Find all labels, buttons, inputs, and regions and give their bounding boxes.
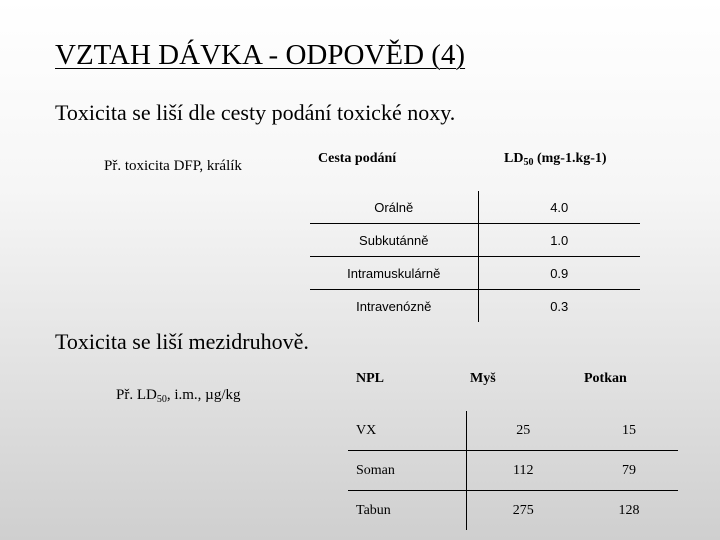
mouse-value-cell: 112 [466, 451, 580, 491]
header-route: Cesta podání [318, 151, 397, 166]
example-dfp-rabbit: Př. toxicita DFP, králík [104, 158, 242, 174]
table-row [310, 224, 640, 257]
agent-cell: VX [348, 411, 466, 451]
table-row [348, 411, 678, 451]
route-cell: Subkutánně [310, 224, 478, 257]
table-row [348, 491, 678, 531]
rat-value-cell: 15 [580, 411, 678, 451]
route-cell: Intramuskulárně [310, 257, 478, 290]
lead-species-toxicity: Toxicita se liší mezidruhově. [55, 329, 309, 354]
table-row [310, 191, 640, 224]
lead-route-toxicity: Toxicita se liší dle cesty podání toxické noxy. [55, 100, 456, 125]
species-toxicity-table [348, 365, 678, 530]
route-cell: Orálně [310, 191, 478, 224]
example-ld50-im: Př. $LD_{50}$, i.m., µg/kg [116, 387, 241, 405]
table-header-row [348, 365, 678, 411]
rat-value-cell: 79 [580, 451, 678, 491]
ld50-cell: 4.0 [478, 191, 640, 224]
table-row [348, 451, 678, 491]
mouse-value-cell: 275 [512, 502, 534, 518]
route-toxicity-table [310, 145, 640, 322]
header-ld50: $LD_{50}$ (mg-1.kg-1) [504, 151, 607, 168]
route-cell: Intravenózně [310, 290, 478, 323]
rat-value-cell: 128 [618, 502, 640, 518]
ld50-cell: 1.0 [478, 224, 640, 257]
mouse-value-cell: 25 [466, 411, 580, 451]
table-row [310, 257, 640, 290]
ld50-cell: 0.3 [550, 298, 569, 314]
header-mouse: Myš [470, 371, 496, 386]
header-npl: NPL [356, 371, 384, 386]
header-rat: Potkan [584, 371, 627, 386]
slide-title: VZTAH DÁVKA - ODPOVĚD (4) [55, 39, 466, 71]
table-header-row [310, 145, 640, 191]
table-row [310, 290, 640, 323]
agent-cell: Soman [348, 451, 466, 491]
agent-cell: Tabun [348, 491, 466, 531]
ld50-cell: 0.9 [478, 257, 640, 290]
